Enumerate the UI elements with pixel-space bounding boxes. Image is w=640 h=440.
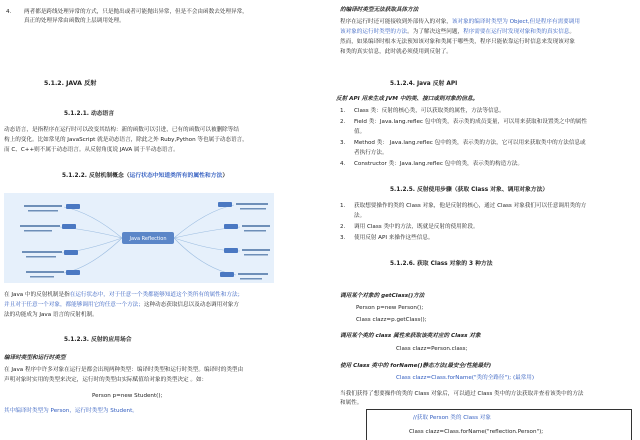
- code-box: [366, 409, 632, 440]
- reflection-mind-map: [4, 193, 274, 283]
- code-line: Class clazz=Person.class;: [396, 346, 468, 352]
- subsection-heading-application: 5.1.2.3. 反射的应用场合: [64, 337, 132, 343]
- list-number: 1.: [340, 108, 346, 114]
- highlighted-text: 该对象的运行时类型的方法: [340, 29, 408, 35]
- api-subheading: 反射 API 用来生成 JVM 中的类、接口或则对象的信息。: [336, 96, 479, 102]
- right-column: [326, 0, 636, 440]
- text-run: 在 Java 中的反射机制是指: [4, 292, 70, 298]
- highlight-line: 其中编译时类型为 Person，运行时类型为 Student。: [4, 408, 138, 414]
- paragraph-line: 两者都是跨线处理异常的方式，只是抛出或者可能抛出异常，但是不会由函数去处理异常，: [24, 9, 248, 15]
- paragraph-line: [340, 18, 580, 26]
- list-item-line: Constructor 类：Java.lang.reflec 包中的类，表示类的构造方法。: [354, 161, 523, 167]
- method-heading-getclass: 调用某个对象的 getClass()方法: [340, 293, 425, 299]
- paragraph-line: 声明对象时实用的类型来决定，运行时的类型由实际赋值给对象的类型决定 。如：: [4, 377, 208, 383]
- code-line: Class clazz=Class.forName("reflection.Person");: [409, 429, 544, 435]
- highlighted-text: 该对象的编译时类型为 Object,但是程序有需要调用: [451, 19, 580, 25]
- summary-line: 当我们获得了想要操作的类的 Class 对象后，可以通过 Class 类中的方法获取并查看该类中的方法: [340, 391, 584, 397]
- paragraph-line: [340, 48, 452, 56]
- list-number: 3.: [340, 140, 346, 146]
- highlighted-text: 程序需要在运行时发现对象和类的真实信息: [463, 29, 570, 35]
- application-subheading: 编译时类型和运行时类型: [4, 355, 66, 361]
- mind-map-center-label: Java Reflection: [129, 236, 167, 242]
- paragraph-line: 构上的变化。比如常见的 JavaScript 就是动态语言，除此之外 Ruby,Python 等也属于动态语言，: [4, 137, 248, 143]
- highlighted-text: 在运行状态中，对于任意一个类都能够知道这个类所有的属性和方法；: [69, 292, 244, 298]
- list-number: 3.: [340, 235, 346, 241]
- list-number: 4.: [6, 9, 12, 15]
- list-item-line: 值。: [354, 129, 366, 135]
- list-number: 4.: [340, 161, 346, 167]
- text-run: 和类的真实信息，此时就必须使用到反射了。: [340, 49, 452, 55]
- text-run: 这种动态获取信息以及动态调用对象方: [143, 302, 239, 308]
- code-line-forname: Class clazz=Class.forName("类的全路径"); (最常用): [396, 375, 535, 381]
- text-run: 。: [569, 29, 575, 35]
- list-item-line: 使用反射 API 来操作这些信息。: [354, 235, 434, 241]
- code-line: Person p=new Person();: [356, 305, 424, 311]
- paragraph-line: [340, 28, 575, 36]
- text-run: 程序在运行时还可能接收到外部传入的对象，: [340, 19, 452, 25]
- subsection-heading-get-class: 5.1.2.6. 获取 Class 对象的 3 种方法: [390, 261, 493, 267]
- list-item-line: Field 类：Java.lang.reflec 包中的类，表示类的成员变量，可以用来获取和设置类之中的属性: [354, 119, 587, 125]
- list-item-line: Class 类：反射的核心类，可以获取类的属性，方法等信息。: [354, 108, 505, 114]
- paragraph-line: [340, 38, 575, 46]
- paragraph-line: [4, 291, 243, 299]
- summary-line: 和属性。: [340, 400, 363, 406]
- paragraph-line: 动态语言，是指程序在运行时可以改变其结构：新的函数可以引进，已有的函数可以被删除等结: [4, 127, 239, 133]
- code-line: Class clazz=p.getClass();: [356, 317, 427, 323]
- subsection-heading-dynamic-language: 5.1.2.1. 动态语言: [64, 111, 115, 117]
- subsection-heading-reflection-api: 5.1.2.4. Java 反射 API: [390, 81, 458, 87]
- text-run: 然而，如果编译时根本无法预知该对象和类属于哪些类，程序只能依靠运行时信息来发现该对象: [340, 39, 575, 45]
- subsection-heading-reflection-concept: 5.1.2.2. 反射机制概念（运行状态中知道类所有的属性和方法）: [62, 173, 229, 179]
- list-item-line: 调用 Class 类中的方法，既就是反射的使用阶段。: [354, 224, 479, 230]
- text-run: 。为了解决这些问题，: [407, 29, 464, 35]
- list-number: 2.: [340, 224, 346, 230]
- paragraph-line: [4, 301, 239, 309]
- runtime-subheading: 的编译时类型无法获取具体方法: [340, 7, 419, 13]
- list-item-line: Method 类： Java.lang.reflec 包中的类，表示类的方法，它可以用来获取类中的方法信息或: [354, 140, 586, 146]
- section-heading-reflection: 5.1.2. JAVA 反射: [44, 80, 97, 87]
- paragraph-line: 在 Java 程序中许多对象在运行是都会出现两种类型：编译时类型和运行时类型。编译时的类型由: [4, 367, 244, 373]
- method-heading-forname: 使用 Class 类中的 forName()静态方法(最安全/性能最好): [340, 363, 492, 369]
- highlighted-text: 并且对于任意一个对象，都能够调用它的任意一个方法；: [4, 302, 144, 308]
- paragraph-line: [4, 311, 98, 319]
- method-heading-class-attribute: 调用某个类的 class 属性来获取该类对应的 Class 对象: [340, 333, 481, 339]
- list-item-line: 者执行方法。: [354, 150, 388, 156]
- list-number: 2.: [340, 119, 346, 125]
- code-comment: //获取 Person 类的 Class 对象: [413, 415, 491, 421]
- list-item-line: 法。: [354, 213, 366, 219]
- subsection-heading-usage-steps: 5.1.2.5. 反射使用步骤（获取 Class 对象、调用对象方法）: [390, 187, 549, 193]
- paragraph-line: 真正的处理异常由函数的上层调用处理。: [24, 18, 125, 24]
- text-run: 法的功能成为 Java 语言的反射机制。: [4, 312, 98, 318]
- paragraph-line: 而 C、C++则不属于动态语言。从反射角度说 JAVA 属于半动态语言。: [4, 147, 179, 153]
- list-item-line: 获取想要操作的类的 Class 对象，他是反射的核心，通过 Class 对象我们可以任意调用类的方: [354, 203, 587, 209]
- code-line: Person p=new Student();: [92, 393, 163, 399]
- list-number: 1.: [340, 203, 346, 209]
